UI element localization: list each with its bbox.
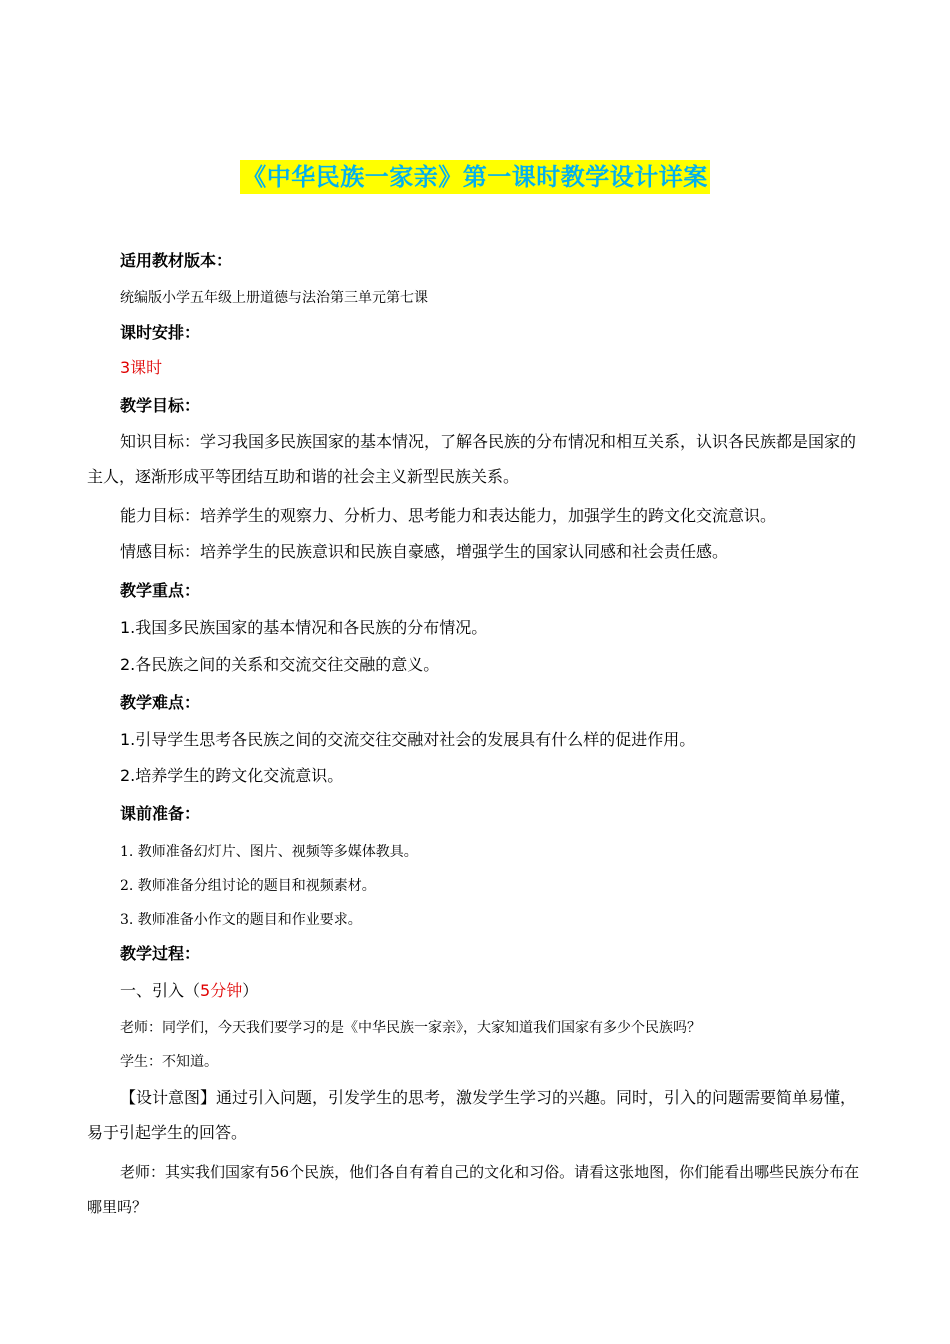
textbook-value: 统编版小学五年级上册道德与法治第三单元第七课 xyxy=(120,290,428,306)
prep-item-3: 3. 教师准备小作文的题目和作业要求。 xyxy=(120,912,362,928)
goals-label: 教学目标： xyxy=(120,396,201,415)
key-item-2: 2.各民族之间的关系和交流交往交融的意义。 xyxy=(120,655,440,674)
section-1-suffix: ） xyxy=(242,981,259,1000)
title-wrapper xyxy=(0,160,950,194)
process-label: 教学过程： xyxy=(120,944,201,963)
section-1-heading xyxy=(120,980,900,1002)
schedule-label: 课时安排： xyxy=(120,323,201,342)
prep-item-2: 2. 教师准备分组讨论的题目和视频素材。 xyxy=(120,878,376,894)
prep-label: 课前准备： xyxy=(120,804,201,823)
design-intent: 【设计意图】通过引入问题，引发学生的思考，激发学生学习的兴趣。同时，引入的问题需要简单易懂，易于引起学生的回答。 xyxy=(87,1088,857,1142)
teacher-line-1: 老师：同学们，今天我们要学习的是《中华民族一家亲》，大家知道我们国家有多少个民族吗？ xyxy=(120,1020,701,1036)
difficulty-item-1: 1.引导学生思考各民族之间的交流交往交融对社会的发展具有什么样的促进作用。 xyxy=(120,730,696,749)
prep-item-1: 1. 教师准备幻灯片、图片、视频等多媒体教具。 xyxy=(120,844,418,860)
key-label: 教学重点： xyxy=(120,581,201,600)
goal-ability: 能力目标：培养学生的观察力、分析力、思考能力和表达能力，加强学生的跨文化交流意识。 xyxy=(120,506,777,525)
key-item-1: 1.我国多民族国家的基本情况和各民族的分布情况。 xyxy=(120,618,488,637)
page-title: 《中华民族一家亲》第一课时教学设计详案 xyxy=(240,160,710,194)
difficulty-label: 教学难点： xyxy=(120,693,201,712)
goal-knowledge: 知识目标：学习我国多民族国家的基本情况，了解各民族的分布情况和相互关系，认识各民族都是国家的主人，逐渐形成平等团结互助和谐的社会主义新型民族关系。 xyxy=(87,432,857,486)
student-line-1: 学生：不知道。 xyxy=(120,1054,218,1070)
goal-emotion: 情感目标：培养学生的民族意识和民族自豪感，增强学生的国家认同感和社会责任感。 xyxy=(120,542,729,561)
difficulty-item-2: 2.培养学生的跨文化交流意识。 xyxy=(120,766,344,785)
schedule-value: 3课时 xyxy=(120,358,163,377)
teacher-line-2: 老师：其实我们国家有56个民族，他们各自有着自己的文化和习俗。请看这张地图，你们能看出哪些民族分布在哪里吗？ xyxy=(87,1163,860,1216)
textbook-label: 适用教材版本： xyxy=(120,251,233,270)
section-1-prefix: 一、引入（ xyxy=(120,981,201,1000)
section-1-time: 5分钟 xyxy=(200,981,243,1000)
